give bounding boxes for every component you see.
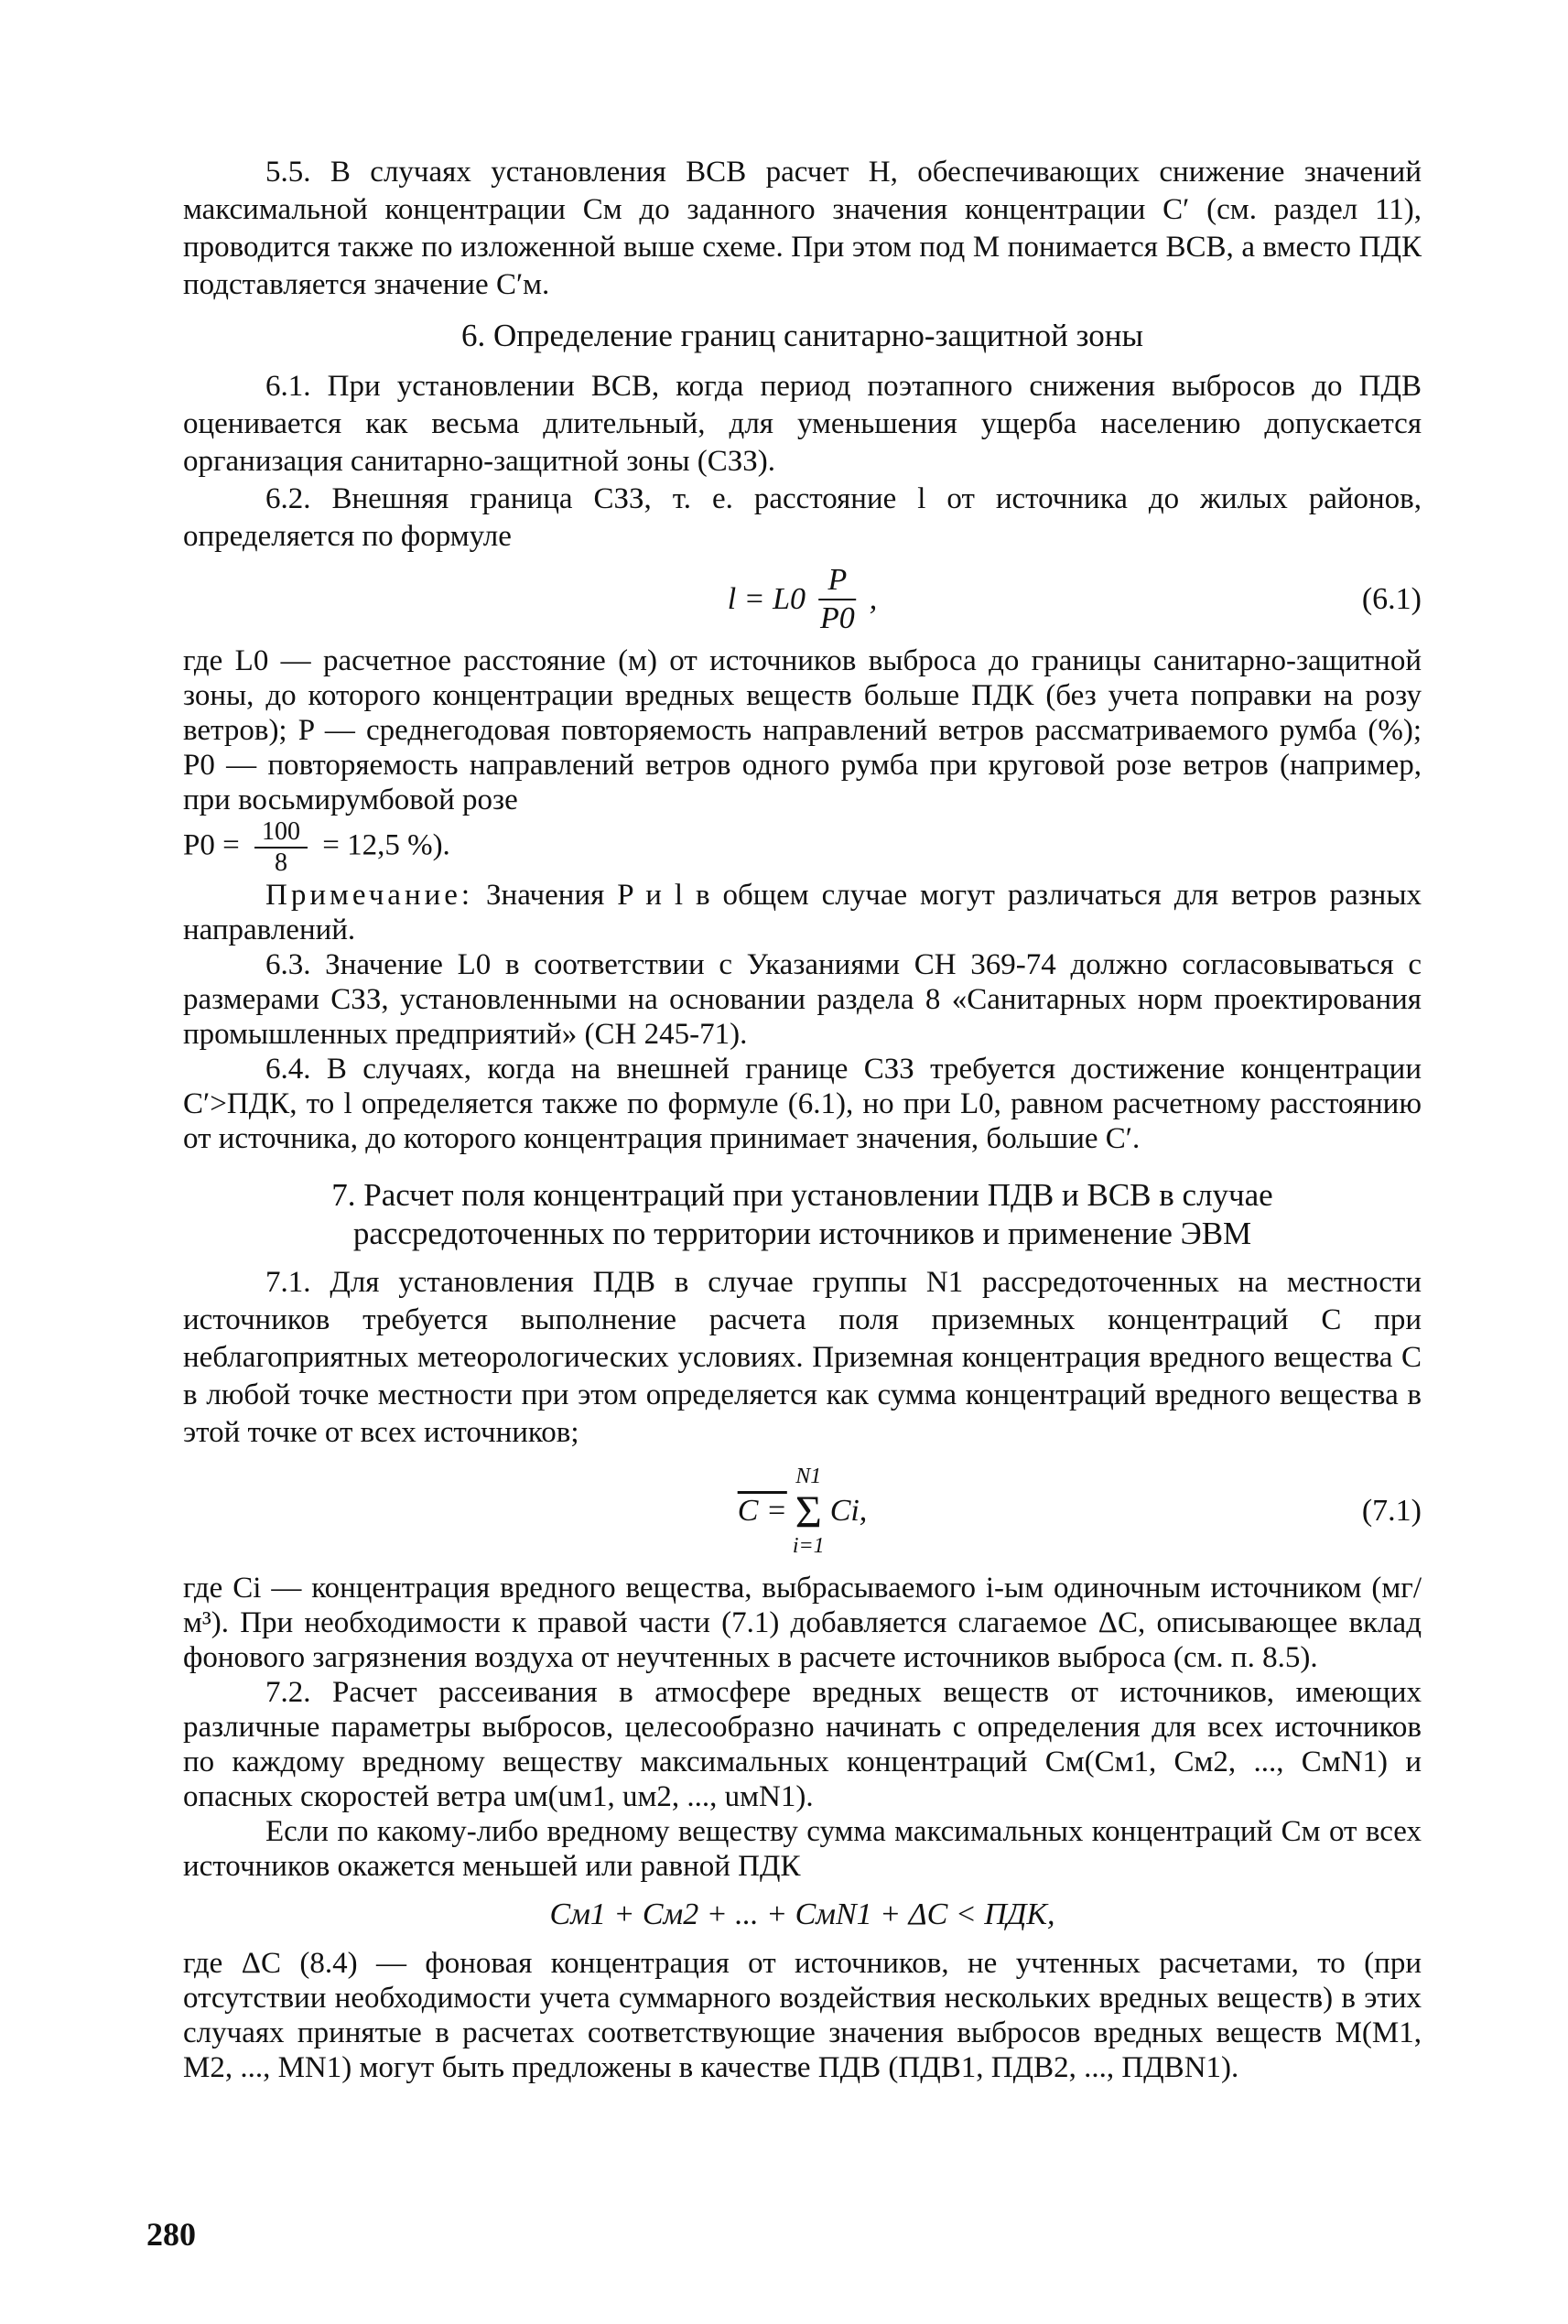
equation-number-7-1: (7.1) (1361, 1494, 1422, 1528)
paragraph-6-2: 6.2. Внешняя граница СЗЗ, т. е. расстояние l от источника до жилых районов, определяется по формуле (183, 482, 1422, 553)
page-number: 280 (146, 2216, 196, 2253)
formula-7-1-lhs: C = (737, 1494, 787, 1528)
formula-inequality-body: Cм1 + Cм2 + ... + CмN1 + ΔC < ПДК, (549, 1897, 1055, 1931)
note-text: Значения P и l в общем случае могут различаться для ветров разных направлений. (183, 879, 1422, 946)
formula-7-1-sum (793, 1465, 825, 1558)
section-6-heading: 6. Определение границ санитарно-защитной зоны (460, 318, 1143, 353)
example-denominator: 8 (274, 849, 287, 877)
note-paragraph (183, 878, 1422, 947)
paragraph-7-2: 7.2. Расчет рассеивания в атмосфере вредных веществ от источников, имеющих различные параметры выбросов, целесообразно начинать с определения для всех источников по каждому вредному веществу максимальных концентраций Cм(Cм1, Cм2, ..., CмN1) и опасных скоростей ветра uм(uм1, uм2, ..., uмN1). (183, 1676, 1422, 1813)
formula-6-1-denominator: P0 (820, 601, 855, 635)
paragraph-6-1: 6.1. При установлении ВСВ, когда период поэтапного снижения выбросов до ПДВ оценивается как весьма длительный, для уменьшения ущерба населению допускается организация санитарно-защитной зоны (СЗЗ). (183, 370, 1422, 478)
example-lhs: P0 = (183, 828, 240, 862)
note-label: Примечание: (265, 879, 474, 912)
formula-6-1-tail: , (869, 582, 878, 616)
sigma-symbol: Σ (795, 1486, 822, 1537)
paragraph-7-1-explanation: где Ci — концентрация вредного вещества, выбрасываемого i-ым одиночным источником (мг/м³). При необходимости к правой части (7.1) добавляется слагаемое ΔC, описывающее вклад фонового загрязнения воздуха от неучтенных в расчете источников выброса (см. п. 8.5). (183, 1572, 1422, 1674)
paragraph-5-5: 5.5. В случаях установления ВСВ расчет H, обеспечивающих снижение значений максимальной концентрации Cм до заданного значения концентрации C′ (см. раздел 11), проводится также по изложенной выше схеме. При этом под M понимается ВСВ, а вместо ПДК подставляется значение C′м. (183, 156, 1422, 301)
text-column (183, 154, 1422, 2085)
formula-7-1 (183, 1457, 1422, 1565)
equation-number-6-1: (6.1) (1361, 582, 1422, 616)
paragraph-6-2-explanation: где L0 — расчетное расстояние (м) от источников выброса до границы санитарно-защитной зоны, до которого концентрации вредных веществ больше ПДК (без учета поправки на розу ветров); P — среднегодовая повторяемость направлений ветров рассматриваемого румба (%); P0 — повторяемость направлений ветров одного румба при круговой розе ветров (например, при восьмирумбовой розе (183, 644, 1422, 816)
paragraph-7-1: 7.1. Для установления ПДВ в случае группы N1 рассредоточенных на местности источников требуется выполнение расчета поля приземных концентраций C при неблагоприятных метеорологических условиях. Приземная концентрация вредного вещества C в любой точке местности при этом определяется как сумма концентраций вредного вещества в этой точке от всех источников; (183, 1266, 1422, 1449)
section-7-heading-line-1: 7. Расчет поля концентраций при установлении ПДВ и ВСВ в случае (331, 1177, 1273, 1213)
formula-6-1-fraction (811, 564, 864, 635)
paragraph-7-2-conclusion: где ΔC (8.4) — фоновая концентрация от источников, не учтенных расчетами, то (при отсутствии необходимости учета суммарного воздействия нескольких вредных веществ) в этих случаях принятые в расчетах соответствующие значения выбросов вредных веществ M(M1, M2, ..., MN1) могут быть предложены в качестве ПДВ (ПДВ1, ПДВ2, ..., ПДВN1). (183, 1947, 1422, 2084)
formula-inequality (183, 1889, 1422, 1940)
example-rhs: = 12,5 %). (322, 828, 450, 862)
sum-upper-limit: N1 (795, 1465, 822, 1488)
paragraph-6-4: 6.4. В случаях, когда на внешней границе СЗЗ требуется достижение концентрации C′>ПДК, то l определяется также по формуле (6.1), но при L0, равном расчетному расстоянию от источника, до которого концентрация принимает значения, большие C′. (183, 1053, 1422, 1155)
formula-7-1-term: Ci, (829, 1494, 868, 1528)
paragraph-6-2-example (183, 817, 1422, 878)
formula-6-1-numerator: P (819, 564, 857, 600)
section-7-heading-line-2: рассредоточенных по территории источников и применение ЭВМ (352, 1216, 1252, 1251)
example-numerator: 100 (254, 817, 308, 849)
paragraph-6-3: 6.3. Значение L0 в соответствии с Указаниями СН 369-74 должно согласовываться с размерами СЗЗ, установленными на основании раздела 8 «Санитарных норм проектирования промышленных предприятий» (СН 245-71). (183, 948, 1422, 1051)
example-fraction (254, 817, 308, 878)
formula-6-1-body (728, 561, 878, 638)
paragraph-7-2-condition: Если по какому-либо вредному веществу сумма максимальных концентраций Cм от всех источников окажется меньшей или равной ПДК (183, 1815, 1422, 1883)
formula-7-1-body (738, 1457, 868, 1565)
section-7-heading (183, 1176, 1422, 1253)
formula-6-1 (183, 561, 1422, 638)
formula-6-1-lhs: l = L0 (727, 582, 806, 616)
sum-lower-limit: i=1 (792, 1534, 825, 1558)
